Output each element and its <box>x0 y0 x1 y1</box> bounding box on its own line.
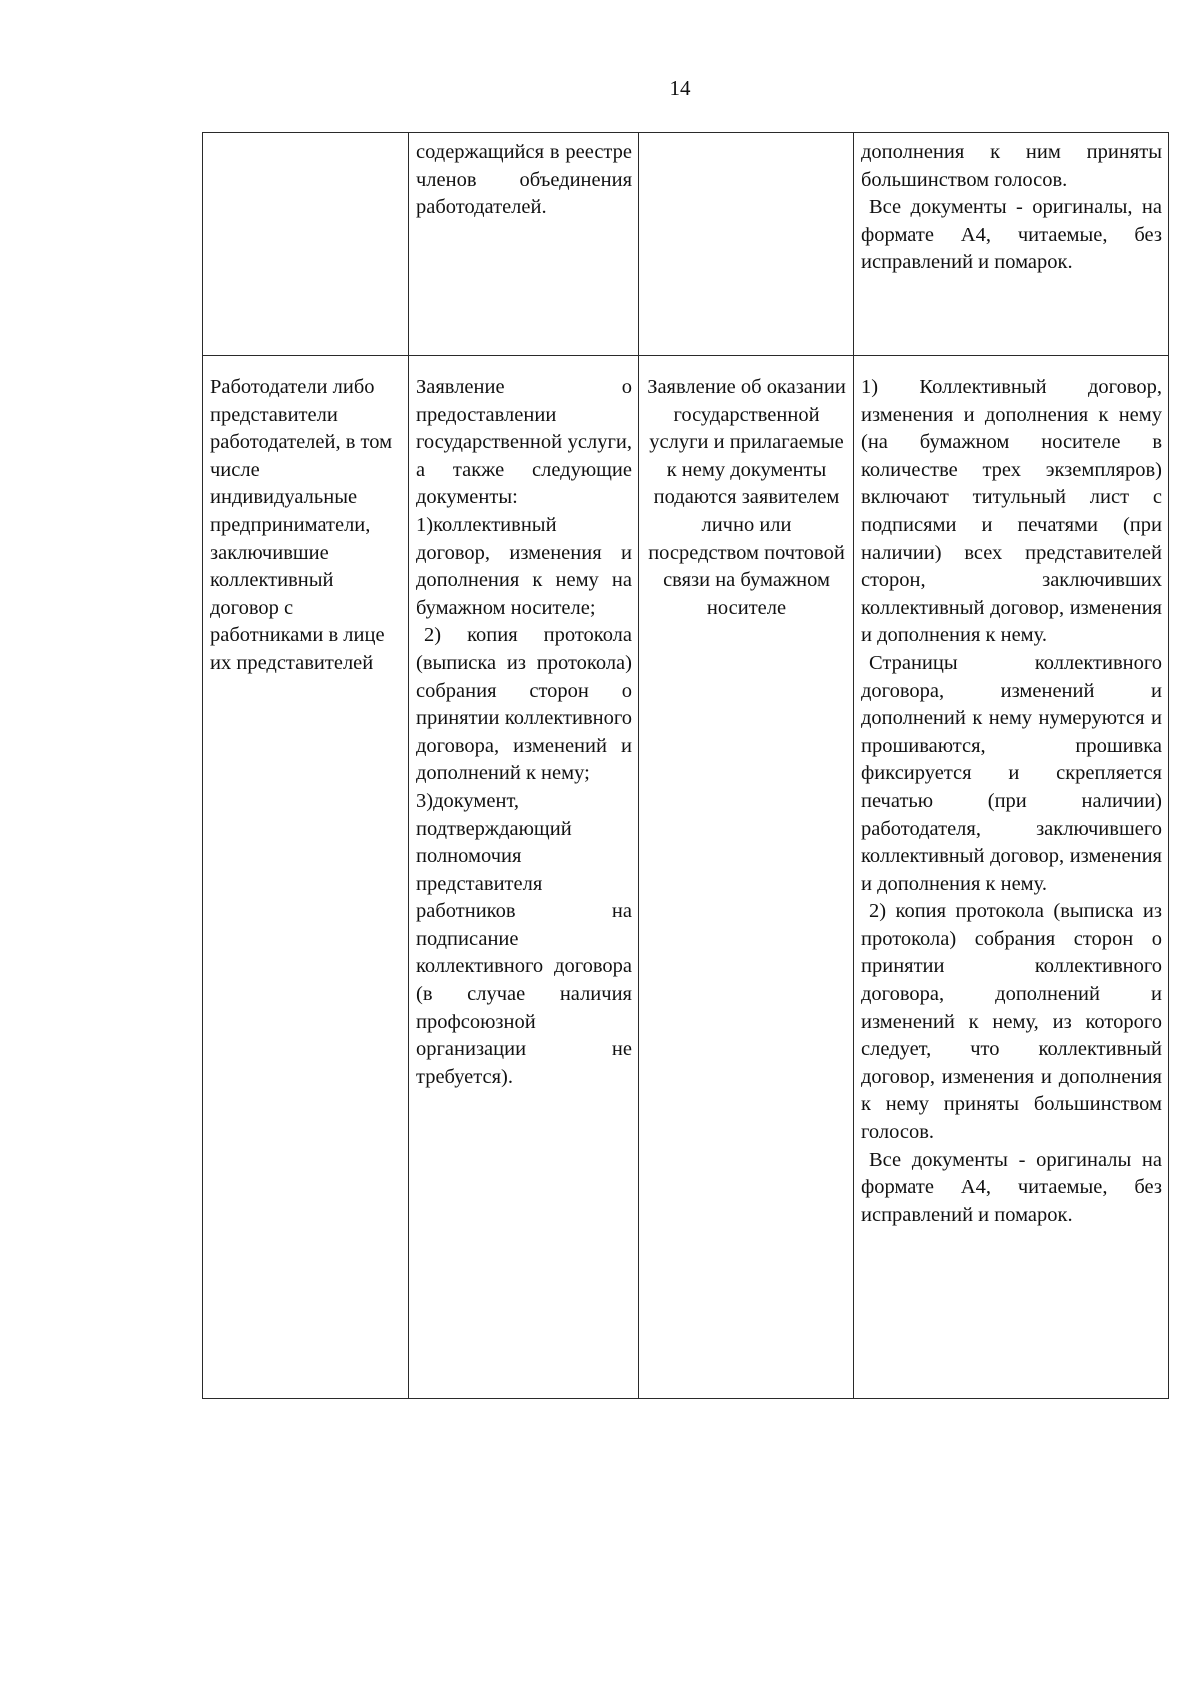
cell-paragraph: 1)коллективный договор, изменения и дополнения к нему на бумажном носителе; <box>416 513 632 619</box>
cell-paragraph: Заявление о предоставлении государственной услуги, а также следующие документы: <box>416 376 632 509</box>
table-cell-requirements <box>854 133 1169 356</box>
cell-paragraph: Страницы коллективного договора, изменений и дополнений к нему нумеруются и прошиваются, прошивка фиксируется и скрепляется печатью (при наличии) работодателя, заключившего коллективный договор, изменения и дополнения к нему. <box>861 651 1162 895</box>
cell-text: Заявление об оказании государственной услуги и прилагаемые к нему документы подаются заявителем лично или посредством почтовой связи на бумажном носителе <box>647 376 846 619</box>
table-cell-submission <box>639 356 854 1399</box>
cell-paragraph: 2) копия протокола (выписка из протокола) собрания сторон о принятии коллективного договора, изменений и дополнений к нему; <box>416 624 632 785</box>
cell-paragraph: дополнения к ним приняты большинством голосов. <box>861 141 1162 191</box>
table-row <box>203 133 1169 356</box>
requirements-table <box>202 132 1169 1399</box>
table-cell-documents <box>409 356 639 1399</box>
cell-paragraph: Все документы - оригиналы на формате А4, читаемые, без исправлений и помарок. <box>861 1148 1162 1226</box>
cell-text: содержащийся в реестре членов объединения работодателей. <box>416 141 632 219</box>
cell-paragraph: 1) Коллективный договор, изменения и дополнения к нему (на бумажном носителе в количестве трех экземпляров) включают титульный лист с подписями и печатями (при наличии) всех представителей сторон, заключивших коллективный договор, изменения и дополнения к нему. <box>861 376 1162 647</box>
page-number: 14 <box>669 76 691 100</box>
table-cell-documents <box>409 133 639 356</box>
table-row <box>203 356 1169 1399</box>
table-cell-applicant <box>203 133 409 356</box>
table-cell-requirements <box>854 356 1169 1399</box>
cell-paragraph: Все документы - оригиналы, на формате А4, читаемые, без исправлений и помарок. <box>861 196 1162 274</box>
cell-text: Работодатели либо представители работодателей, в том числе индивидуальные предприниматели, заключившие коллективный договор с работниками в лице их представителей <box>210 376 393 674</box>
cell-paragraph: 3)документ, подтверждающий полномочия представителя работников на подписание коллективного договора (в случае наличия профсоюзной организации не требуется). <box>416 789 632 1088</box>
table-cell-submission <box>639 133 854 356</box>
table-cell-applicant <box>203 356 409 1399</box>
cell-paragraph: 2) копия протокола (выписка из протокола) собрания сторон о принятии коллективного договора, дополнений и изменений к нему, из которого следует, что коллективный договор, изменения и дополнения к нему приняты большинством голосов. <box>861 900 1162 1144</box>
